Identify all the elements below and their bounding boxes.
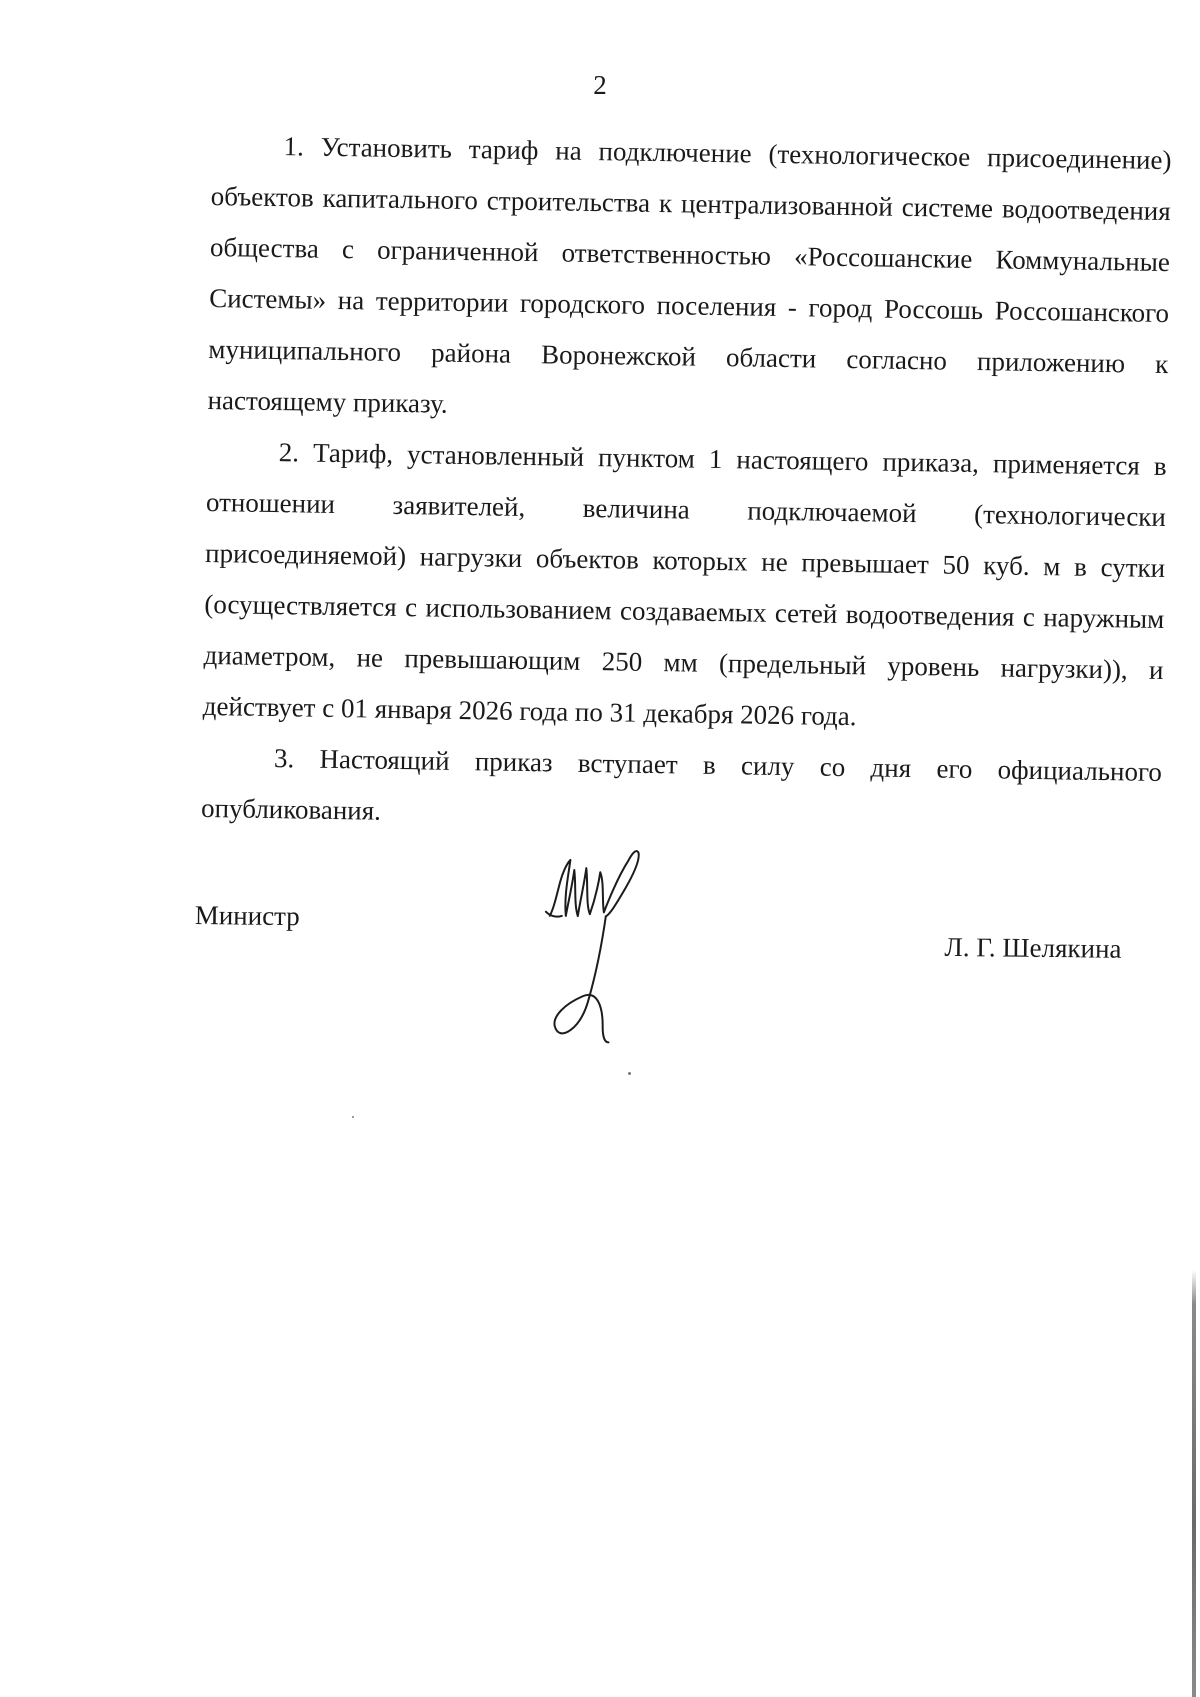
scan-edge-shadow (1192, 1270, 1196, 1697)
paragraph-1: 1. Установить тариф на подключение (технологическое присоединение) объектов капитального строительства к централизованной системе водоотведения общества с ограниченной ответственностью «Россошанские Коммунальные Системы» на территории городского поселения - город Россошь Россошанского муниципального района Воронежской области согласно приложению к настоящему приказу. (207, 131, 1172, 419)
signer-position: Министр (194, 900, 300, 932)
scan-speck (628, 1072, 631, 1075)
scan-speck (352, 1116, 354, 1118)
page-number: 2 (593, 70, 607, 100)
signer-name: Л. Г. Шелякина (944, 931, 1122, 964)
signature-block (0, 800, 1200, 1073)
handwritten-signature (542, 846, 684, 1057)
paragraph-3: 3. Настоящий приказ вступает в силу со дня его официального опубликования. (200, 743, 1163, 826)
paragraph-2: 2. Тариф, установленный пунктом 1 настоящего приказа, применяется в отношении заявителей, величина подключаемой (технологически присоединяемой) нагрузки объектов которых не превышает 50 куб. м в сутки (осуществляется с использованием создаваемых сетей водоотведения с наружным диаметром, не превышающим 250 мм (предельный уровень нагрузки)), и действует с 01 января 2026 года по 31 декабря 2026 года. (202, 437, 1167, 732)
document-body (201, 120, 1172, 849)
